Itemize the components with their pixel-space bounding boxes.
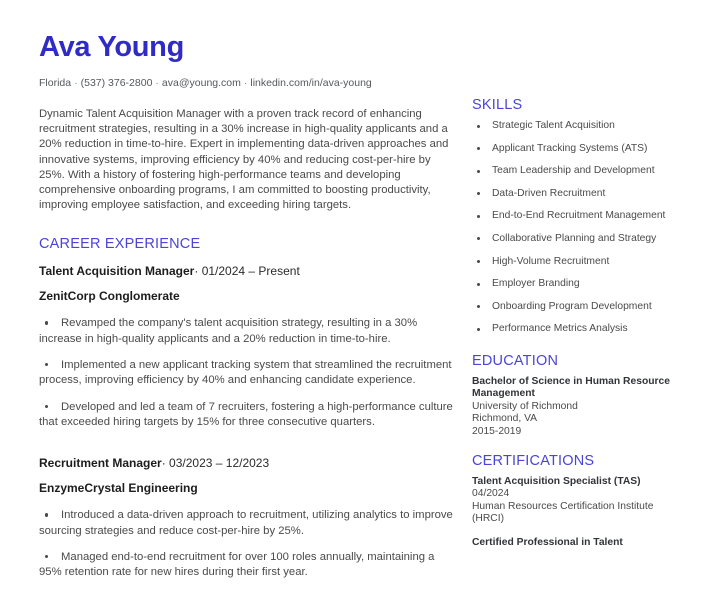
skill-item <box>472 323 677 336</box>
job-dates: 03/2023 – 12/2023 <box>169 456 270 471</box>
job-bullet-text: Revamped the company's talent acquisition strategy, resulting in a 30% increase in high-quality applicants and a 20% reduction in time-to-hire. <box>39 317 418 345</box>
certification-name: Talent Acquisition Specialist (TAS) <box>472 475 641 487</box>
job-title-line <box>39 455 455 471</box>
certification-name: Certified Professional in Talent <box>472 536 623 548</box>
skill-item <box>472 120 677 133</box>
skill-item <box>472 165 677 178</box>
contact-separator: · <box>155 77 159 89</box>
bullet-dot-icon <box>45 363 48 366</box>
section-heading-education: EDUCATION <box>472 352 559 369</box>
contact-linkedin[interactable]: linkedin.com/in/ava-young <box>250 77 372 89</box>
certification-date: 04/2024 <box>472 488 510 500</box>
bullet-dot-icon <box>45 405 48 408</box>
skill-label: Team Leadership and Development <box>492 165 655 177</box>
section-heading-career-experience: CAREER EXPERIENCE <box>39 236 201 253</box>
contact-email[interactable]: ava@young.com <box>161 77 241 89</box>
job-title: Talent Acquisition Manager <box>39 264 195 279</box>
sidebar-column <box>472 96 677 560</box>
skill-item <box>472 301 677 314</box>
skill-label: Performance Metrics Analysis <box>492 323 628 335</box>
experience-entry <box>39 263 455 430</box>
skills-list <box>472 120 677 336</box>
section-heading-certifications: CERTIFICATIONS <box>472 452 595 469</box>
contact-separator: · <box>74 77 78 89</box>
bullet-dot-icon <box>477 125 480 128</box>
skill-item <box>472 210 677 223</box>
job-title-separator: · <box>194 264 199 279</box>
bullet-dot-icon <box>45 321 48 324</box>
bullet-dot-icon <box>477 305 480 308</box>
education-school: University of Richmond <box>472 400 578 412</box>
job-dates: 01/2024 – Present <box>201 264 300 279</box>
job-bullet-list <box>39 316 455 430</box>
education-dates: 2015-2019 <box>472 425 522 437</box>
education-entry <box>472 376 677 438</box>
job-title: Recruitment Manager <box>39 456 162 471</box>
bullet-dot-icon <box>477 170 480 173</box>
job-bullet <box>39 550 455 581</box>
skill-label: Strategic Talent Acquisition <box>492 120 615 131</box>
page-title: Ava Young <box>39 31 185 63</box>
bullet-dot-icon <box>45 513 48 516</box>
job-bullet-text: Managed end-to-end recruitment for over 100 roles annually, maintaining a 95% retention rate for new hires during their first year. <box>39 550 435 579</box>
contact-line <box>39 76 455 90</box>
skill-label: Data-Driven Recruitment <box>492 187 606 199</box>
bullet-dot-icon <box>477 147 480 150</box>
certification-issuer: Human Resources Certification Institute (HRCI) <box>472 500 654 525</box>
skill-label: Employer Branding <box>492 278 580 290</box>
skill-label: Onboarding Program Development <box>492 300 652 312</box>
job-title-line <box>39 263 455 279</box>
skill-item <box>472 278 677 291</box>
bullet-dot-icon <box>477 192 480 195</box>
job-bullet <box>39 316 455 347</box>
education-degree: Bachelor of Science in Human Resource Management <box>472 375 670 400</box>
job-bullet <box>39 400 455 431</box>
skill-label: Collaborative Planning and Strategy <box>492 232 657 244</box>
bullet-dot-icon <box>477 260 480 263</box>
skill-label: End-to-End Recruitment Management <box>492 210 666 222</box>
certification-entry <box>472 476 677 526</box>
job-title-separator: · <box>161 456 166 471</box>
main-column <box>39 30 455 591</box>
skill-item <box>472 188 677 201</box>
skill-item <box>472 143 677 156</box>
professional-summary: Dynamic Talent Acquisition Manager with a proven track record of enhancing recruitment strategies, resulting in a 30% increase in high-quality applicants and a 20% reduction in time-to-hire. Expert in implementing data-driven approaches and innovative systems, improving efficiency by 40% and reducing cost-per-hire by 25%. With a history of fostering high-performance teams and developing comprehensive onboarding programs, I am committed to boosting productivity, improving employee satisfaction, and exceeding hiring targets. <box>39 108 449 212</box>
bullet-dot-icon <box>477 237 480 240</box>
bullet-dot-icon <box>45 555 48 558</box>
job-bullet-text: Implemented a new applicant tracking system that streamlined the recruitment process, improving efficiency by 40% and enhancing candidate experience. <box>39 359 452 387</box>
skill-item <box>472 256 677 269</box>
contact-phone: (537) 376-2800 <box>80 77 153 89</box>
job-bullet-text: Developed and led a team of 7 recruiters, fostering a high-performance culture that exceeded hiring targets by 15% for three consecutive quarters. <box>39 400 453 428</box>
education-location: Richmond, VA <box>472 413 538 425</box>
bullet-dot-icon <box>477 283 480 286</box>
skill-label: Applicant Tracking Systems (ATS) <box>492 142 648 154</box>
bullet-dot-icon <box>477 215 480 218</box>
contact-location: Florida <box>39 77 72 89</box>
job-company: EnzymeCrystal Engineering <box>39 481 198 496</box>
contact-separator: · <box>243 77 248 89</box>
skill-label: High-Volume Recruitment <box>492 255 610 267</box>
certification-entry <box>472 537 677 549</box>
job-bullet-text: Introduced a data-driven approach to recruitment, utilizing analytics to improve sourcing strategies and reduce cost-per-hire by 25%. <box>39 509 453 537</box>
job-bullet <box>39 358 455 389</box>
job-bullet-list <box>39 508 455 580</box>
job-bullet <box>39 508 455 539</box>
bullet-dot-icon <box>477 328 480 331</box>
section-heading-skills: SKILLS <box>472 97 523 113</box>
job-company: ZenitCorp Conglomerate <box>39 289 180 304</box>
skill-item <box>472 233 677 246</box>
experience-entry <box>39 455 455 580</box>
section-spacer <box>39 441 455 455</box>
